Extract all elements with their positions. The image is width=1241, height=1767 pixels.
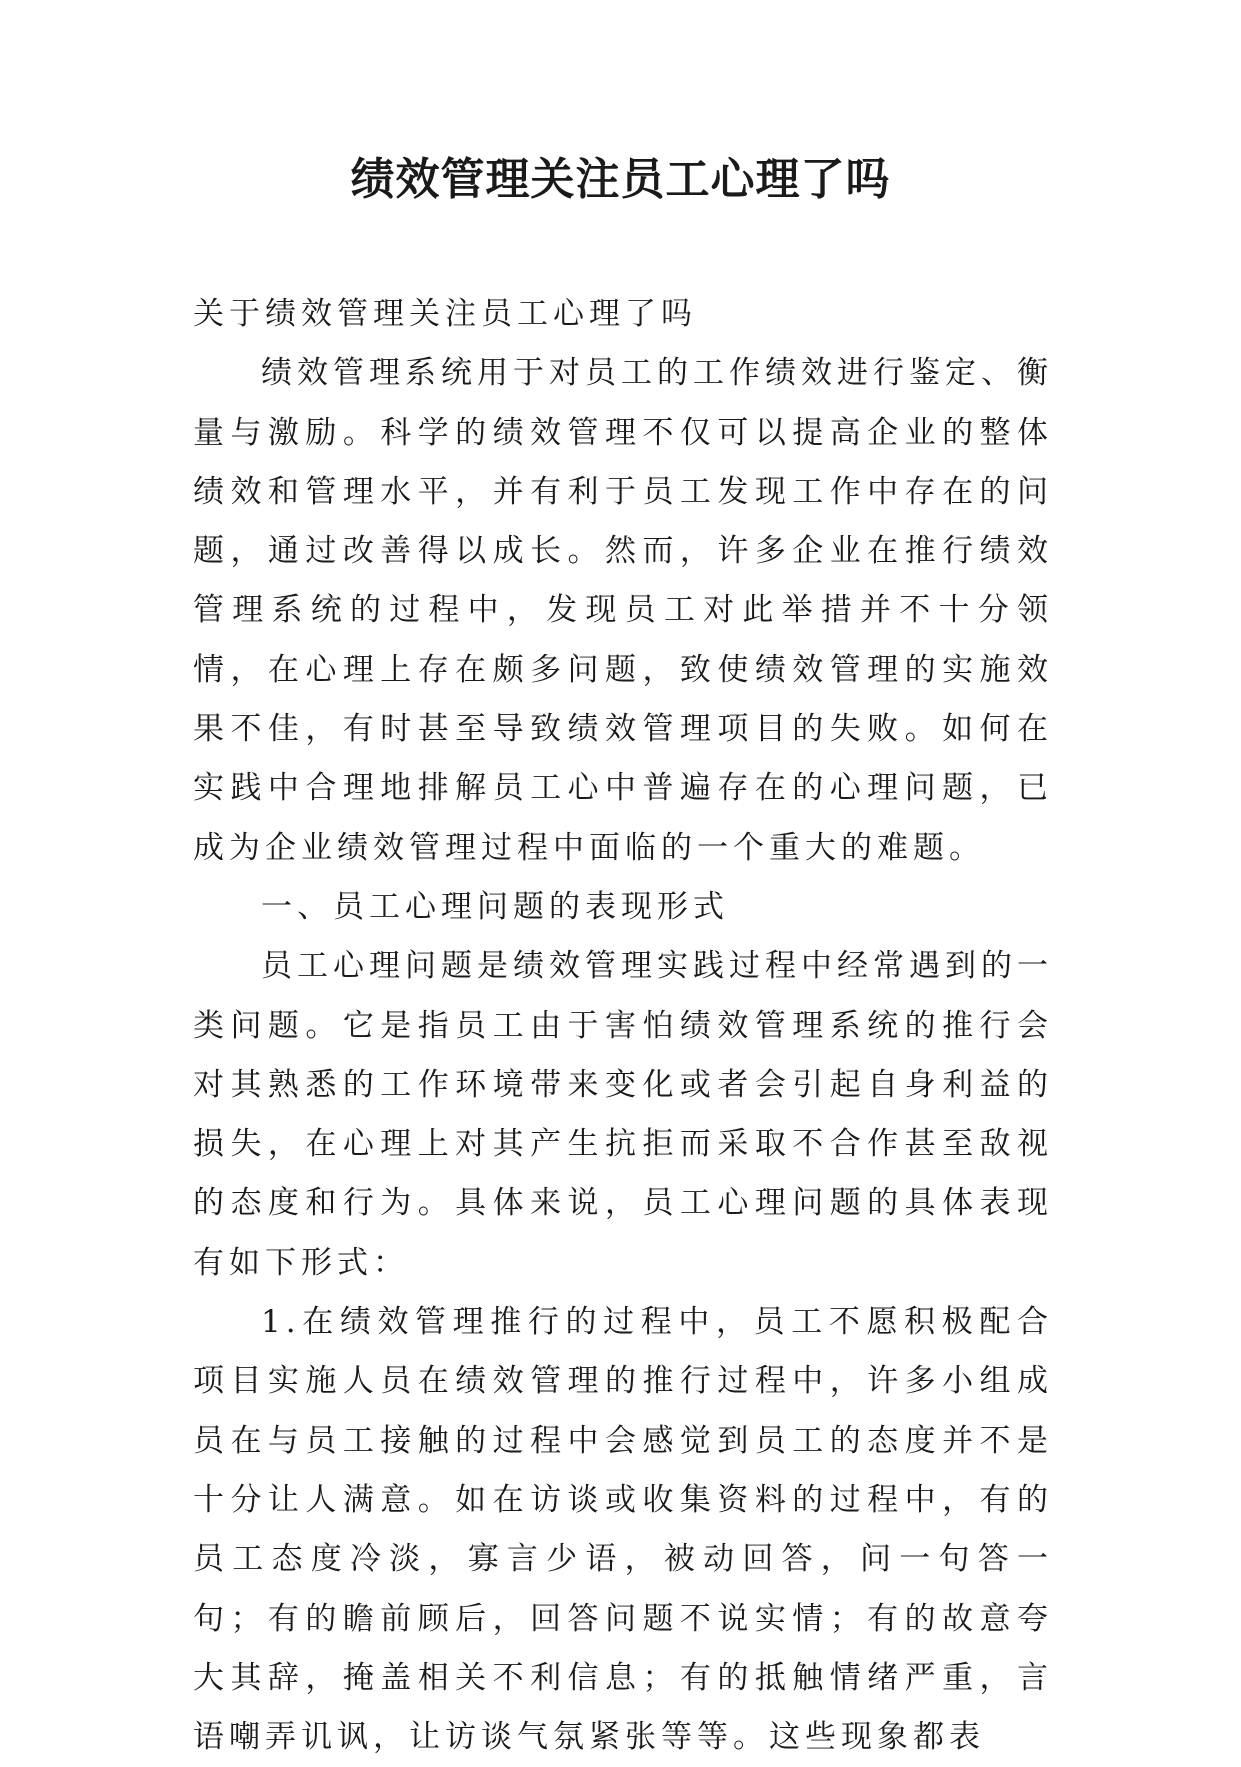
document-body — [193, 285, 1053, 1767]
document-title: 绩效管理关注员工心理了吗 — [350, 154, 891, 205]
paragraph-intro: 绩效管理系统用于对员工的工作绩效进行鉴定、衡量与激励。科学的绩效管理不仅可以提高企业的整体绩效和管理水平，并有利于员工发现工作中存在的问题，通过改善得以成长。然而，许多企业在推行绩效管理系统的过程中，发现员工对此举措并不十分领情，在心理上存在颇多问题，致使绩效管理的实施效果不佳，有时甚至导致绩效管理项目的失败。如何在实践中合理地排解员工心中普遍存在的心理问题，已成为企业绩效管理过程中面临的一个重大的难题。 — [193, 355, 1053, 866]
section-heading: 一、员工心理问题的表现形式 — [261, 888, 729, 925]
paragraph-item-1: 1.在绩效管理推行的过程中，员工不愿积极配合项目实施人员在绩效管理的推行过程中，许多小组成员在与员工接触的过程中会感觉到员工的态度并不是十分让人满意。如在访谈或收集资料的过程中，有的员工态度冷淡，寡言少语，被动回答，问一句答一句；有的瞻前顾后，回答问题不说实情；有的故意夸大其辞，掩盖相关不利信息；有的抵触情绪严重，言语嘲弄讥讽，让访谈气氛紧张等等。这些现象都表 — [193, 1304, 1053, 1756]
paragraph-definition: 员工心理问题是绩效管理实践过程中经常遇到的一类问题。它是指员工由于害怕绩效管理系统的推行会对其熟悉的工作环境带来变化或者会引起自身利益的损失，在心理上对其产生抗拒而采取不合作甚至敌视的态度和行为。具体来说，员工心理问题的具体表现有如下形式： — [193, 948, 1053, 1281]
paragraph-subtitle: 关于绩效管理关注员工心理了吗 — [193, 296, 697, 332]
